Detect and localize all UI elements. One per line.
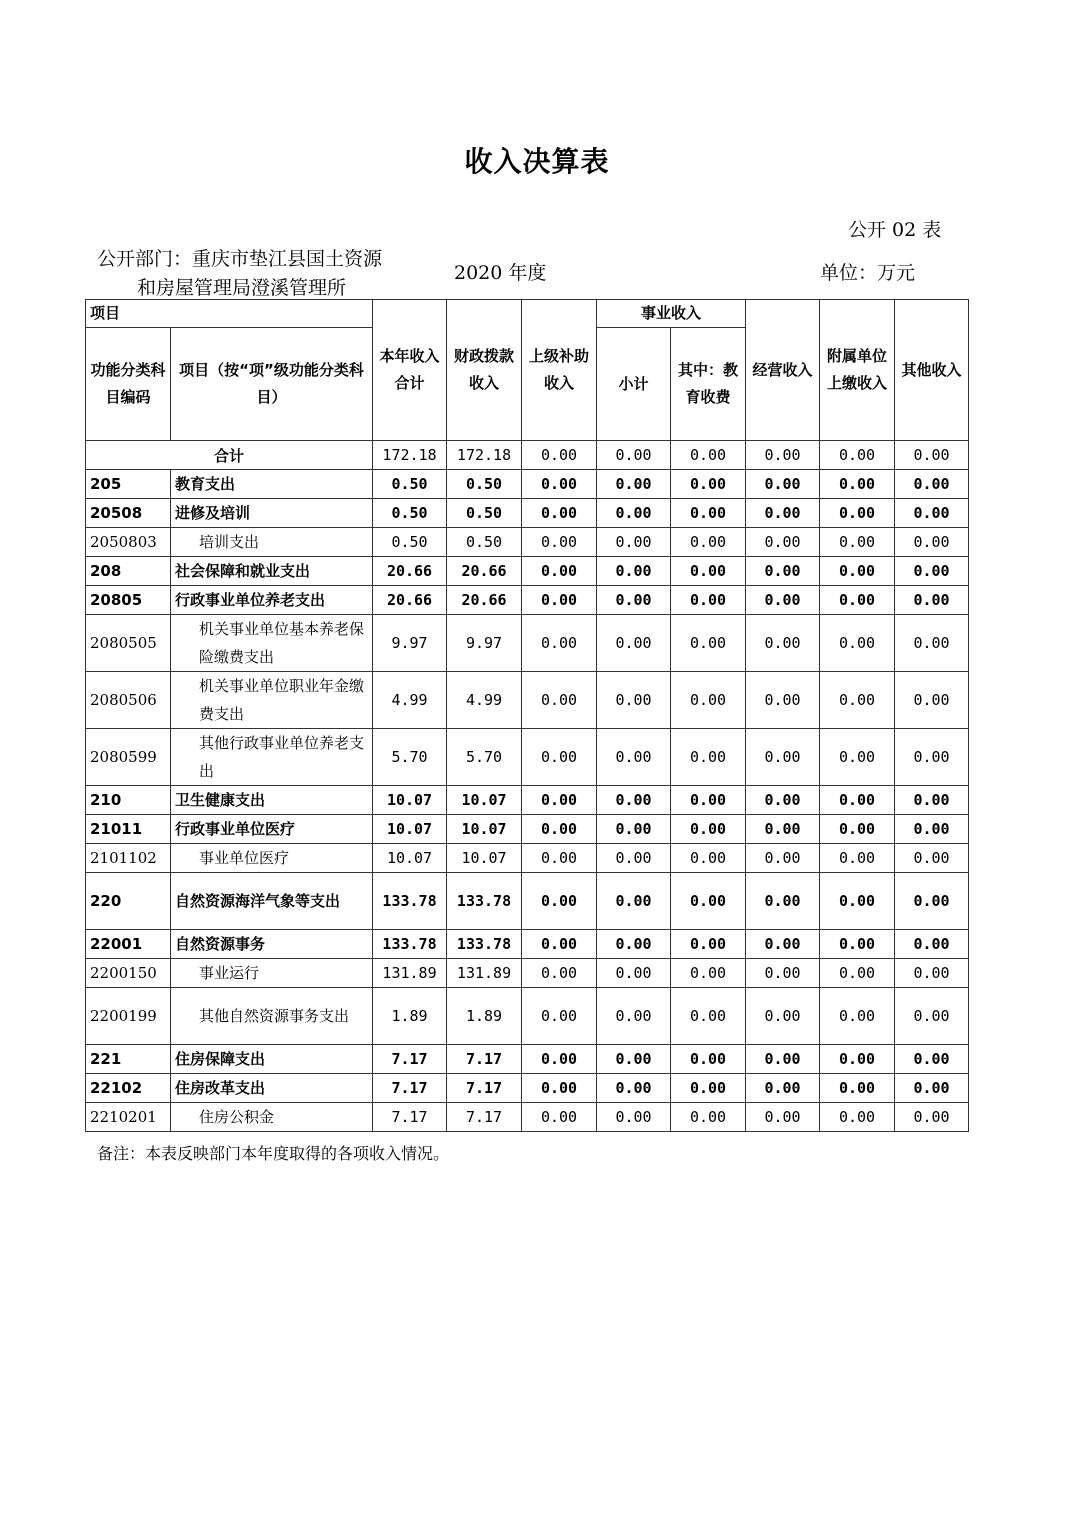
row-affiliated-cell: 0.00 [820, 729, 895, 786]
row-fiscal-cell: 5.70 [447, 729, 522, 786]
table-row [86, 873, 969, 930]
table-row [86, 557, 969, 586]
row-item-name: 教育支出 [171, 470, 373, 499]
row-other-cell: 0.00 [895, 557, 969, 586]
table-row [86, 499, 969, 528]
row-subtotal-cell: 0.00 [597, 729, 671, 786]
row-code: 21011 [86, 815, 171, 844]
total-fiscal-cell: 172.18 [447, 441, 522, 470]
income-table [85, 299, 969, 1132]
row-edu-cell: 0.00 [671, 786, 746, 815]
row-affiliated-cell: 0.00 [820, 873, 895, 930]
row-operating-cell: 0.00 [746, 615, 820, 672]
row-superior-cell: 0.00 [522, 959, 597, 988]
row-edu-cell: 0.00 [671, 959, 746, 988]
row-item-name: 住房公积金 [171, 1103, 373, 1132]
row-total-cell: 4.99 [373, 672, 447, 729]
row-fiscal-cell: 131.89 [447, 959, 522, 988]
row-affiliated-cell: 0.00 [820, 930, 895, 959]
row-operating-cell: 0.00 [746, 470, 820, 499]
row-superior-cell: 0.00 [522, 499, 597, 528]
table-row [86, 470, 969, 499]
row-superior-cell: 0.00 [522, 815, 597, 844]
row-edu-cell: 0.00 [671, 815, 746, 844]
row-affiliated-cell: 0.00 [820, 615, 895, 672]
row-affiliated-cell: 0.00 [820, 557, 895, 586]
row-fiscal-cell: 20.66 [447, 557, 522, 586]
row-subtotal-cell: 0.00 [597, 815, 671, 844]
row-operating-cell: 0.00 [746, 1045, 820, 1074]
row-total-cell: 0.50 [373, 499, 447, 528]
row-operating-cell: 0.00 [746, 586, 820, 615]
row-subtotal-cell: 0.00 [597, 672, 671, 729]
row-superior-cell: 0.00 [522, 729, 597, 786]
row-affiliated-cell: 0.00 [820, 499, 895, 528]
row-code: 2200150 [86, 959, 171, 988]
row-code: 208 [86, 557, 171, 586]
row-edu-cell: 0.00 [671, 557, 746, 586]
row-item-name: 自然资源事务 [171, 930, 373, 959]
row-edu-cell: 0.00 [671, 615, 746, 672]
row-item-name: 住房改革支出 [171, 1074, 373, 1103]
row-code: 2080505 [86, 615, 171, 672]
row-other-cell: 0.00 [895, 959, 969, 988]
row-superior-cell: 0.00 [522, 528, 597, 557]
row-code: 220 [86, 873, 171, 930]
row-code: 2080506 [86, 672, 171, 729]
footnote: 备注：本表反映部门本年度取得的各项收入情况。 [97, 1144, 450, 1163]
row-total-cell: 0.50 [373, 470, 447, 499]
total-edu-cell: 0.00 [671, 441, 746, 470]
total-row [86, 441, 969, 470]
row-edu-cell: 0.00 [671, 844, 746, 873]
row-code: 22001 [86, 930, 171, 959]
row-fiscal-cell: 10.07 [447, 815, 522, 844]
row-other-cell: 0.00 [895, 1103, 969, 1132]
row-code: 20508 [86, 499, 171, 528]
header-item-name: 项目（按“项”级功能分类科目） [171, 328, 373, 441]
row-total-cell: 0.50 [373, 528, 447, 557]
header-fiscal-income: 财政拨款收入 [447, 300, 522, 441]
row-fiscal-cell: 0.50 [447, 528, 522, 557]
row-code: 2080599 [86, 729, 171, 786]
row-fiscal-cell: 133.78 [447, 930, 522, 959]
table-row [86, 786, 969, 815]
row-code: 20805 [86, 586, 171, 615]
row-subtotal-cell: 0.00 [597, 1074, 671, 1103]
row-total-cell: 5.70 [373, 729, 447, 786]
total-affiliated-cell: 0.00 [820, 441, 895, 470]
row-other-cell: 0.00 [895, 672, 969, 729]
row-total-cell: 7.17 [373, 1103, 447, 1132]
row-total-cell: 7.17 [373, 1045, 447, 1074]
row-superior-cell: 0.00 [522, 1045, 597, 1074]
table-row [86, 672, 969, 729]
row-edu-cell: 0.00 [671, 470, 746, 499]
row-other-cell: 0.00 [895, 499, 969, 528]
row-item-name: 住房保障支出 [171, 1045, 373, 1074]
row-total-cell: 20.66 [373, 586, 447, 615]
row-item-name: 事业单位医疗 [171, 844, 373, 873]
row-item-name: 进修及培训 [171, 499, 373, 528]
row-subtotal-cell: 0.00 [597, 470, 671, 499]
row-superior-cell: 0.00 [522, 844, 597, 873]
row-subtotal-cell: 0.00 [597, 844, 671, 873]
row-superior-cell: 0.00 [522, 873, 597, 930]
table-row [86, 1074, 969, 1103]
row-subtotal-cell: 0.00 [597, 528, 671, 557]
row-edu-cell: 0.00 [671, 988, 746, 1045]
row-edu-cell: 0.00 [671, 930, 746, 959]
row-subtotal-cell: 0.00 [597, 1103, 671, 1132]
row-superior-cell: 0.00 [522, 930, 597, 959]
row-operating-cell: 0.00 [746, 557, 820, 586]
row-fiscal-cell: 4.99 [447, 672, 522, 729]
row-affiliated-cell: 0.00 [820, 815, 895, 844]
row-subtotal-cell: 0.00 [597, 930, 671, 959]
row-operating-cell: 0.00 [746, 528, 820, 557]
row-affiliated-cell: 0.00 [820, 988, 895, 1045]
row-affiliated-cell: 0.00 [820, 528, 895, 557]
row-affiliated-cell: 0.00 [820, 470, 895, 499]
row-code: 2200199 [86, 988, 171, 1045]
row-superior-cell: 0.00 [522, 988, 597, 1045]
row-edu-cell: 0.00 [671, 499, 746, 528]
row-other-cell: 0.00 [895, 815, 969, 844]
row-edu-cell: 0.00 [671, 1074, 746, 1103]
table-row [86, 528, 969, 557]
row-fiscal-cell: 1.89 [447, 988, 522, 1045]
row-item-name: 培训支出 [171, 528, 373, 557]
row-fiscal-cell: 0.50 [447, 499, 522, 528]
row-operating-cell: 0.00 [746, 672, 820, 729]
row-other-cell: 0.00 [895, 528, 969, 557]
header-total-income: 本年收入合计 [373, 300, 447, 441]
header-superior-subsidy: 上级补助收入 [522, 300, 597, 441]
row-subtotal-cell: 0.00 [597, 586, 671, 615]
row-affiliated-cell: 0.00 [820, 672, 895, 729]
header-education-fee: 其中：教育收费 [671, 328, 746, 441]
row-operating-cell: 0.00 [746, 988, 820, 1045]
table-row [86, 1103, 969, 1132]
row-superior-cell: 0.00 [522, 1074, 597, 1103]
row-total-cell: 10.07 [373, 844, 447, 873]
row-fiscal-cell: 9.97 [447, 615, 522, 672]
row-operating-cell: 0.00 [746, 1074, 820, 1103]
row-affiliated-cell: 0.00 [820, 786, 895, 815]
table-row [86, 1045, 969, 1074]
row-item-name: 机关事业单位基本养老保险缴费支出 [171, 615, 373, 672]
row-other-cell: 0.00 [895, 470, 969, 499]
row-code: 205 [86, 470, 171, 499]
table-row [86, 930, 969, 959]
row-operating-cell: 0.00 [746, 844, 820, 873]
row-fiscal-cell: 7.17 [447, 1103, 522, 1132]
row-total-cell: 131.89 [373, 959, 447, 988]
row-item-name: 其他行政事业单位养老支出 [171, 729, 373, 786]
table-row [86, 729, 969, 786]
row-total-cell: 9.97 [373, 615, 447, 672]
row-subtotal-cell: 0.00 [597, 499, 671, 528]
row-superior-cell: 0.00 [522, 1103, 597, 1132]
table-row [86, 844, 969, 873]
row-affiliated-cell: 0.00 [820, 1074, 895, 1103]
row-total-cell: 10.07 [373, 786, 447, 815]
row-edu-cell: 0.00 [671, 528, 746, 557]
row-code: 2050803 [86, 528, 171, 557]
row-other-cell: 0.00 [895, 1045, 969, 1074]
row-subtotal-cell: 0.00 [597, 557, 671, 586]
row-affiliated-cell: 0.00 [820, 586, 895, 615]
table-row [86, 959, 969, 988]
page-title: 收入决算表 [464, 145, 610, 178]
row-total-cell: 7.17 [373, 1074, 447, 1103]
row-item-name: 社会保障和就业支出 [171, 557, 373, 586]
row-other-cell: 0.00 [895, 844, 969, 873]
header-project: 项目 [86, 300, 373, 328]
row-affiliated-cell: 0.00 [820, 1103, 895, 1132]
row-code: 2210201 [86, 1103, 171, 1132]
row-subtotal-cell: 0.00 [597, 988, 671, 1045]
header-affiliated-income: 附属单位上缴收入 [820, 300, 895, 441]
row-subtotal-cell: 0.00 [597, 786, 671, 815]
row-other-cell: 0.00 [895, 729, 969, 786]
header-operating-income: 经营收入 [746, 300, 820, 441]
total-superior-cell: 0.00 [522, 441, 597, 470]
row-code: 22102 [86, 1074, 171, 1103]
row-item-name: 事业运行 [171, 959, 373, 988]
row-other-cell: 0.00 [895, 1074, 969, 1103]
row-operating-cell: 0.00 [746, 1103, 820, 1132]
row-superior-cell: 0.00 [522, 586, 597, 615]
row-other-cell: 0.00 [895, 930, 969, 959]
row-superior-cell: 0.00 [522, 615, 597, 672]
row-operating-cell: 0.00 [746, 729, 820, 786]
row-subtotal-cell: 0.00 [597, 959, 671, 988]
row-superior-cell: 0.00 [522, 470, 597, 499]
total-operating-cell: 0.00 [746, 441, 820, 470]
row-fiscal-cell: 133.78 [447, 873, 522, 930]
header-business-income: 事业收入 [597, 300, 746, 328]
row-operating-cell: 0.00 [746, 930, 820, 959]
row-operating-cell: 0.00 [746, 815, 820, 844]
row-fiscal-cell: 20.66 [447, 586, 522, 615]
fiscal-year: 2020 年度 [454, 262, 547, 284]
department-line-2: 和房屋管理局澄溪管理所 [137, 277, 347, 299]
row-fiscal-cell: 10.07 [447, 786, 522, 815]
row-fiscal-cell: 0.50 [447, 470, 522, 499]
row-affiliated-cell: 0.00 [820, 959, 895, 988]
row-subtotal-cell: 0.00 [597, 615, 671, 672]
row-total-cell: 1.89 [373, 988, 447, 1045]
row-total-cell: 20.66 [373, 557, 447, 586]
total-subtotal-cell: 0.00 [597, 441, 671, 470]
total-other-cell: 0.00 [895, 441, 969, 470]
row-affiliated-cell: 0.00 [820, 1045, 895, 1074]
total-total-cell: 172.18 [373, 441, 447, 470]
row-item-name: 机关事业单位职业年金缴费支出 [171, 672, 373, 729]
header-code: 功能分类科目编码 [86, 328, 171, 441]
department-line-1: 公开部门：重庆市垫江县国土资源 [97, 248, 383, 270]
row-other-cell: 0.00 [895, 873, 969, 930]
row-total-cell: 10.07 [373, 815, 447, 844]
row-operating-cell: 0.00 [746, 499, 820, 528]
row-item-name: 卫生健康支出 [171, 786, 373, 815]
table-row [86, 586, 969, 615]
row-code: 221 [86, 1045, 171, 1074]
row-edu-cell: 0.00 [671, 1103, 746, 1132]
header-subtotal: 小计 [597, 328, 671, 441]
row-fiscal-cell: 10.07 [447, 844, 522, 873]
row-item-name: 其他自然资源事务支出 [171, 988, 373, 1045]
row-edu-cell: 0.00 [671, 873, 746, 930]
row-edu-cell: 0.00 [671, 1045, 746, 1074]
form-number: 公开 02 表 [848, 219, 942, 241]
table-row [86, 815, 969, 844]
table-row [86, 988, 969, 1045]
row-edu-cell: 0.00 [671, 672, 746, 729]
row-item-name: 自然资源海洋气象等支出 [171, 873, 373, 930]
row-subtotal-cell: 0.00 [597, 873, 671, 930]
row-operating-cell: 0.00 [746, 786, 820, 815]
row-edu-cell: 0.00 [671, 729, 746, 786]
row-item-name: 行政事业单位养老支出 [171, 586, 373, 615]
row-other-cell: 0.00 [895, 615, 969, 672]
row-fiscal-cell: 7.17 [447, 1045, 522, 1074]
row-superior-cell: 0.00 [522, 786, 597, 815]
total-label: 合计 [86, 441, 373, 470]
currency-unit: 单位：万元 [820, 262, 916, 284]
row-operating-cell: 0.00 [746, 959, 820, 988]
row-item-name: 行政事业单位医疗 [171, 815, 373, 844]
row-edu-cell: 0.00 [671, 586, 746, 615]
row-affiliated-cell: 0.00 [820, 844, 895, 873]
row-other-cell: 0.00 [895, 786, 969, 815]
row-code: 210 [86, 786, 171, 815]
row-total-cell: 133.78 [373, 873, 447, 930]
row-total-cell: 133.78 [373, 930, 447, 959]
row-other-cell: 0.00 [895, 586, 969, 615]
header-other-income: 其他收入 [895, 300, 969, 441]
row-code: 2101102 [86, 844, 171, 873]
row-subtotal-cell: 0.00 [597, 1045, 671, 1074]
row-superior-cell: 0.00 [522, 672, 597, 729]
row-operating-cell: 0.00 [746, 873, 820, 930]
row-fiscal-cell: 7.17 [447, 1074, 522, 1103]
row-other-cell: 0.00 [895, 988, 969, 1045]
row-superior-cell: 0.00 [522, 557, 597, 586]
table-row [86, 615, 969, 672]
